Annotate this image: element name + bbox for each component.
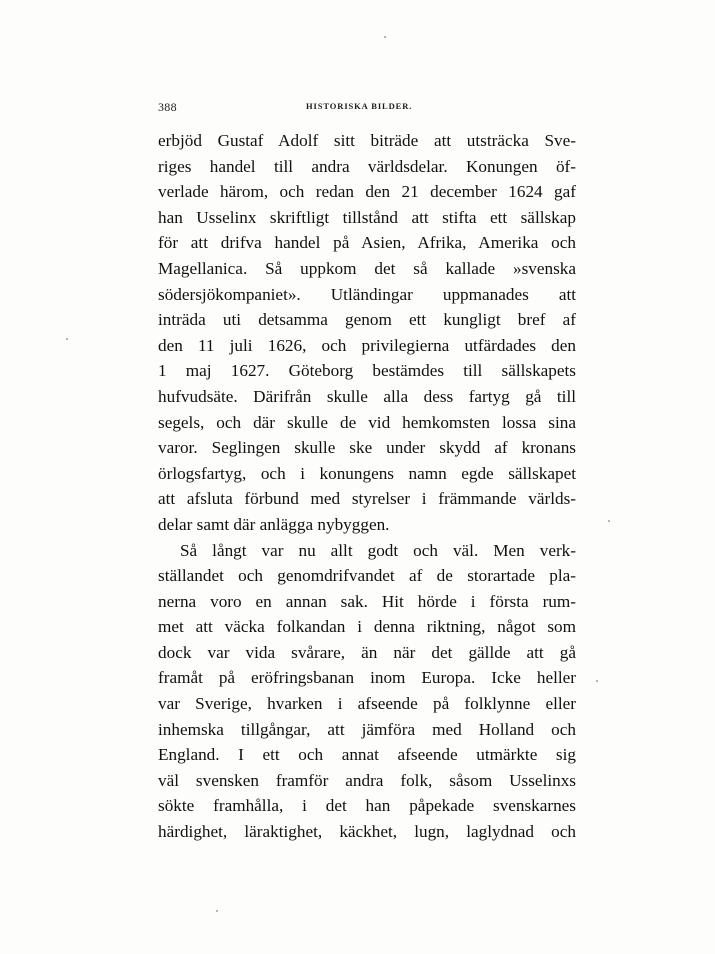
paper-speck: [216, 910, 218, 912]
paper-speck: [384, 36, 386, 38]
running-head: [158, 100, 576, 116]
text-line: för att drifva handel på Asien, Afrika, Amerika och: [158, 233, 576, 253]
paper-speck: [596, 680, 598, 682]
page-number: 388: [158, 100, 177, 114]
body-text: [158, 128, 576, 845]
text-line: södersjökompaniet». Utländingar uppmanades att: [158, 284, 576, 304]
text-line: han Usselinx skriftligt tillstånd att stifta ett sällskap: [158, 207, 576, 227]
text-line: delar samt där anlägga nybyggen.: [158, 514, 390, 534]
text-line: ställandet och genomdrifvandet af de storartade pla-: [158, 566, 576, 586]
text-line: framåt på eröfringsbanan inom Europa. Icke heller: [158, 668, 576, 688]
text-line: varor. Seglingen skulle ske under skydd af kronans: [158, 438, 576, 458]
text-line: inhemska tillgångar, att jämföra med Holland och: [158, 719, 576, 739]
text-line: Magellanica. Så uppkom det så kallade »svenska: [158, 258, 576, 278]
text-line: nerna voro en annan sak. Hit hörde i första rum-: [158, 591, 576, 611]
text-line: met att väcka folkandan i denna riktning, något som: [158, 617, 576, 637]
text-line: erbjöd Gustaf Adolf sitt biträde att utsträcka Sve-: [158, 131, 576, 150]
paper-speck: [66, 338, 68, 340]
text-line: sökte framhålla, i det han påpekade svenskarnes: [158, 796, 576, 816]
text-line: den 11 juli 1626, och privilegierna utfärdades den: [158, 335, 576, 355]
text-line: hufvudsäte. Därifrån skulle alla dess fartyg gå till: [158, 386, 576, 406]
text-line: att afsluta förbund med styrelser i främmande världs-: [158, 489, 576, 509]
text-line: riges handel till andra världsdelar. Konungen öf-: [158, 156, 576, 176]
paper-speck: [608, 520, 610, 522]
text-line: Så långt var nu allt godt och väl. Men verk-: [180, 540, 576, 560]
text-line: härdighet, läraktighet, käckhet, lugn, laglydnad och: [158, 822, 576, 842]
text-line: väl svensken framför andra folk, såsom Usselinxs: [158, 770, 576, 790]
text-line: örlogsfartyg, och i konungens namn egde sällskapet: [158, 463, 576, 483]
text-line: var Sverige, hvarken i afseende på folklynne eller: [158, 694, 576, 714]
text-line: segels, och där skulle de vid hemkomsten lossa sina: [158, 412, 576, 432]
text-line: 1 maj 1627. Göteborg bestämdes till sällskapets: [158, 361, 576, 381]
text-line: inträda uti detsamma genom ett kungligt bref af: [158, 310, 576, 330]
text-line: dock var vida svårare, än när det gällde att gå: [158, 642, 576, 662]
text-line: England. I ett och annat afseende utmärkte sig: [158, 745, 576, 765]
running-title: HISTORISKA BILDER.: [306, 101, 413, 111]
text-line: verlade härom, och redan den 21 december 1624 gaf: [158, 182, 576, 202]
